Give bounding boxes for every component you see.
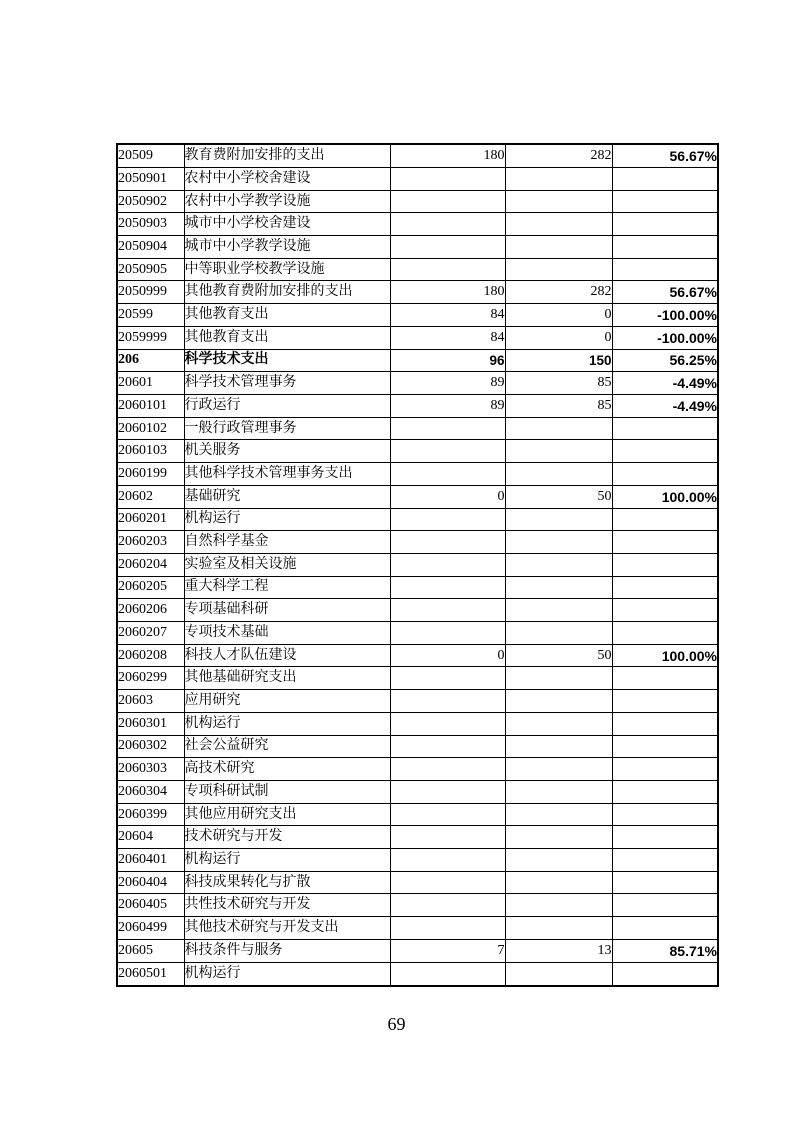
row-percent: -4.49% — [612, 395, 718, 418]
row-percent: -100.00% — [612, 304, 718, 327]
table-row — [117, 167, 718, 190]
row-code: 2060399 — [117, 803, 184, 826]
row-code: 2060302 — [117, 735, 184, 758]
row-value-1 — [390, 849, 505, 872]
row-value-1 — [390, 826, 505, 849]
row-value-1 — [390, 894, 505, 917]
row-code: 2060405 — [117, 894, 184, 917]
row-value-2 — [505, 508, 612, 531]
row-percent — [612, 894, 718, 917]
row-value-1 — [390, 236, 505, 259]
row-name: 农村中小学校舍建设 — [184, 167, 390, 190]
row-value-2 — [505, 213, 612, 236]
row-value-1 — [390, 690, 505, 713]
row-percent — [612, 667, 718, 690]
row-name: 一般行政管理事务 — [184, 417, 390, 440]
row-percent — [612, 190, 718, 213]
row-value-1: 89 — [390, 395, 505, 418]
table-row — [117, 576, 718, 599]
row-value-1 — [390, 622, 505, 645]
row-code: 2060303 — [117, 758, 184, 781]
row-name: 科学技术管理事务 — [184, 372, 390, 395]
row-value-2 — [505, 871, 612, 894]
table-row — [117, 871, 718, 894]
budget-table — [116, 143, 719, 987]
row-value-2 — [505, 622, 612, 645]
row-percent — [612, 917, 718, 940]
row-name: 中等职业学校教学设施 — [184, 258, 390, 281]
row-value-2 — [505, 258, 612, 281]
table-row — [117, 849, 718, 872]
row-percent — [612, 167, 718, 190]
row-value-2 — [505, 758, 612, 781]
row-name: 科技成果转化与扩散 — [184, 871, 390, 894]
row-code: 2050905 — [117, 258, 184, 281]
row-value-2: 85 — [505, 395, 612, 418]
row-value-1 — [390, 417, 505, 440]
row-percent: -100.00% — [612, 326, 718, 349]
row-value-2 — [505, 735, 612, 758]
table-row — [117, 281, 718, 304]
row-code: 2060401 — [117, 849, 184, 872]
row-percent — [612, 508, 718, 531]
row-name: 机构运行 — [184, 962, 390, 986]
row-code: 20602 — [117, 485, 184, 508]
row-value-2 — [505, 894, 612, 917]
row-percent — [612, 826, 718, 849]
table-row — [117, 894, 718, 917]
row-code: 2060201 — [117, 508, 184, 531]
row-code: 2060301 — [117, 712, 184, 735]
row-name: 社会公益研究 — [184, 735, 390, 758]
row-percent — [612, 712, 718, 735]
row-percent — [612, 735, 718, 758]
row-value-2: 0 — [505, 304, 612, 327]
table-row — [117, 213, 718, 236]
row-name: 科学技术支出 — [184, 349, 390, 372]
row-code: 2050904 — [117, 236, 184, 259]
row-code: 20604 — [117, 826, 184, 849]
row-name: 机构运行 — [184, 508, 390, 531]
row-value-1 — [390, 553, 505, 576]
row-value-2 — [505, 531, 612, 554]
row-value-2 — [505, 417, 612, 440]
row-name: 重大科学工程 — [184, 576, 390, 599]
row-code: 2060404 — [117, 871, 184, 894]
row-value-1: 96 — [390, 349, 505, 372]
row-value-1 — [390, 780, 505, 803]
row-percent: 56.67% — [612, 144, 718, 167]
row-value-2 — [505, 553, 612, 576]
row-name: 自然科学基金 — [184, 531, 390, 554]
row-percent: -4.49% — [612, 372, 718, 395]
row-value-1 — [390, 735, 505, 758]
row-name: 其他教育支出 — [184, 304, 390, 327]
row-code: 2060203 — [117, 531, 184, 554]
row-code: 2060206 — [117, 599, 184, 622]
row-value-2 — [505, 712, 612, 735]
row-value-1 — [390, 440, 505, 463]
row-name: 高技术研究 — [184, 758, 390, 781]
row-value-2: 50 — [505, 485, 612, 508]
row-percent — [612, 440, 718, 463]
row-value-2 — [505, 780, 612, 803]
row-value-2 — [505, 190, 612, 213]
row-percent — [612, 849, 718, 872]
row-code: 2050999 — [117, 281, 184, 304]
row-value-1 — [390, 167, 505, 190]
row-percent — [612, 962, 718, 986]
row-name: 农村中小学教学设施 — [184, 190, 390, 213]
row-percent — [612, 576, 718, 599]
row-code: 20599 — [117, 304, 184, 327]
row-name: 专项科研试制 — [184, 780, 390, 803]
row-name: 实验室及相关设施 — [184, 553, 390, 576]
row-name: 机构运行 — [184, 712, 390, 735]
row-value-1 — [390, 213, 505, 236]
table-row — [117, 622, 718, 645]
row-percent — [612, 758, 718, 781]
row-percent: 56.67% — [612, 281, 718, 304]
row-name: 其他技术研究与开发支出 — [184, 917, 390, 940]
row-value-1 — [390, 190, 505, 213]
row-name: 共性技术研究与开发 — [184, 894, 390, 917]
row-code: 2060204 — [117, 553, 184, 576]
row-value-2 — [505, 917, 612, 940]
row-value-2 — [505, 826, 612, 849]
row-percent — [612, 690, 718, 713]
row-value-1 — [390, 962, 505, 986]
row-value-1 — [390, 667, 505, 690]
row-name: 应用研究 — [184, 690, 390, 713]
table-row — [117, 485, 718, 508]
row-value-1 — [390, 599, 505, 622]
row-name: 机关服务 — [184, 440, 390, 463]
row-value-1: 0 — [390, 644, 505, 667]
row-code: 2050902 — [117, 190, 184, 213]
row-code: 2059999 — [117, 326, 184, 349]
row-name: 技术研究与开发 — [184, 826, 390, 849]
row-value-1: 180 — [390, 281, 505, 304]
table-row — [117, 190, 718, 213]
row-value-1 — [390, 531, 505, 554]
row-value-2 — [505, 440, 612, 463]
row-value-1 — [390, 712, 505, 735]
table-row — [117, 803, 718, 826]
row-name: 城市中小学教学设施 — [184, 236, 390, 259]
row-percent — [612, 599, 718, 622]
row-percent — [612, 531, 718, 554]
row-value-1: 84 — [390, 326, 505, 349]
table-row — [117, 395, 718, 418]
row-name: 专项基础科研 — [184, 599, 390, 622]
row-code: 20601 — [117, 372, 184, 395]
row-percent — [612, 417, 718, 440]
table-row — [117, 712, 718, 735]
row-percent: 100.00% — [612, 644, 718, 667]
table-row — [117, 417, 718, 440]
row-value-2: 150 — [505, 349, 612, 372]
row-value-1 — [390, 758, 505, 781]
table-row — [117, 780, 718, 803]
row-value-2 — [505, 962, 612, 986]
row-value-2 — [505, 849, 612, 872]
table-row — [117, 553, 718, 576]
table-row — [117, 735, 718, 758]
row-code: 2060205 — [117, 576, 184, 599]
table-row — [117, 258, 718, 281]
row-code: 2050903 — [117, 213, 184, 236]
row-value-1: 180 — [390, 144, 505, 167]
row-percent: 56.25% — [612, 349, 718, 372]
row-value-2 — [505, 576, 612, 599]
row-code: 20603 — [117, 690, 184, 713]
row-name: 其他基础研究支出 — [184, 667, 390, 690]
row-value-1 — [390, 463, 505, 486]
row-percent — [612, 553, 718, 576]
table-row — [117, 599, 718, 622]
row-name: 其他教育支出 — [184, 326, 390, 349]
row-percent — [612, 803, 718, 826]
table-row — [117, 962, 718, 986]
row-code: 2060103 — [117, 440, 184, 463]
row-name: 行政运行 — [184, 395, 390, 418]
table-row — [117, 644, 718, 667]
row-value-2: 13 — [505, 939, 612, 962]
table-row — [117, 508, 718, 531]
table-row — [117, 531, 718, 554]
row-code: 2060304 — [117, 780, 184, 803]
row-code: 2060501 — [117, 962, 184, 986]
row-value-1 — [390, 576, 505, 599]
row-value-1 — [390, 258, 505, 281]
row-value-2: 50 — [505, 644, 612, 667]
table-row — [117, 463, 718, 486]
table-row — [117, 326, 718, 349]
row-name: 基础研究 — [184, 485, 390, 508]
row-name: 其他科学技术管理事务支出 — [184, 463, 390, 486]
row-value-1 — [390, 917, 505, 940]
table-row — [117, 690, 718, 713]
table-row — [117, 440, 718, 463]
row-percent — [612, 463, 718, 486]
row-percent — [612, 213, 718, 236]
row-code: 2060101 — [117, 395, 184, 418]
row-name: 专项技术基础 — [184, 622, 390, 645]
row-code: 2050901 — [117, 167, 184, 190]
row-value-1: 7 — [390, 939, 505, 962]
row-value-2: 282 — [505, 281, 612, 304]
row-code: 2060499 — [117, 917, 184, 940]
table-row — [117, 758, 718, 781]
table-row — [117, 144, 718, 167]
row-value-1 — [390, 508, 505, 531]
row-value-2 — [505, 236, 612, 259]
row-value-2 — [505, 803, 612, 826]
row-value-2 — [505, 599, 612, 622]
table-row — [117, 372, 718, 395]
row-code: 2060199 — [117, 463, 184, 486]
row-value-2 — [505, 667, 612, 690]
row-name: 科技条件与服务 — [184, 939, 390, 962]
row-name: 其他应用研究支出 — [184, 803, 390, 826]
row-name: 科技人才队伍建设 — [184, 644, 390, 667]
row-name: 城市中小学校舍建设 — [184, 213, 390, 236]
budget-table-body — [117, 144, 718, 986]
row-code: 20605 — [117, 939, 184, 962]
row-name: 其他教育费附加安排的支出 — [184, 281, 390, 304]
row-code: 2060207 — [117, 622, 184, 645]
table-row — [117, 236, 718, 259]
table-row — [117, 349, 718, 372]
row-value-2: 0 — [505, 326, 612, 349]
row-code: 2060208 — [117, 644, 184, 667]
row-value-2 — [505, 167, 612, 190]
row-percent — [612, 871, 718, 894]
row-percent — [612, 236, 718, 259]
row-percent — [612, 622, 718, 645]
row-name: 教育费附加安排的支出 — [184, 144, 390, 167]
row-code: 2060102 — [117, 417, 184, 440]
table-row — [117, 939, 718, 962]
row-value-1 — [390, 871, 505, 894]
row-value-1: 0 — [390, 485, 505, 508]
table-row — [117, 917, 718, 940]
row-value-2: 85 — [505, 372, 612, 395]
row-percent: 100.00% — [612, 485, 718, 508]
row-name: 机构运行 — [184, 849, 390, 872]
row-value-1: 84 — [390, 304, 505, 327]
row-value-1 — [390, 803, 505, 826]
row-percent: 85.71% — [612, 939, 718, 962]
row-code: 20509 — [117, 144, 184, 167]
row-percent — [612, 780, 718, 803]
row-value-2: 282 — [505, 144, 612, 167]
table-row — [117, 304, 718, 327]
table-row — [117, 667, 718, 690]
row-code: 206 — [117, 349, 184, 372]
row-value-1: 89 — [390, 372, 505, 395]
row-value-2 — [505, 463, 612, 486]
row-percent — [612, 258, 718, 281]
table-row — [117, 826, 718, 849]
row-code: 2060299 — [117, 667, 184, 690]
page-number: 69 — [387, 1014, 406, 1034]
row-value-2 — [505, 690, 612, 713]
